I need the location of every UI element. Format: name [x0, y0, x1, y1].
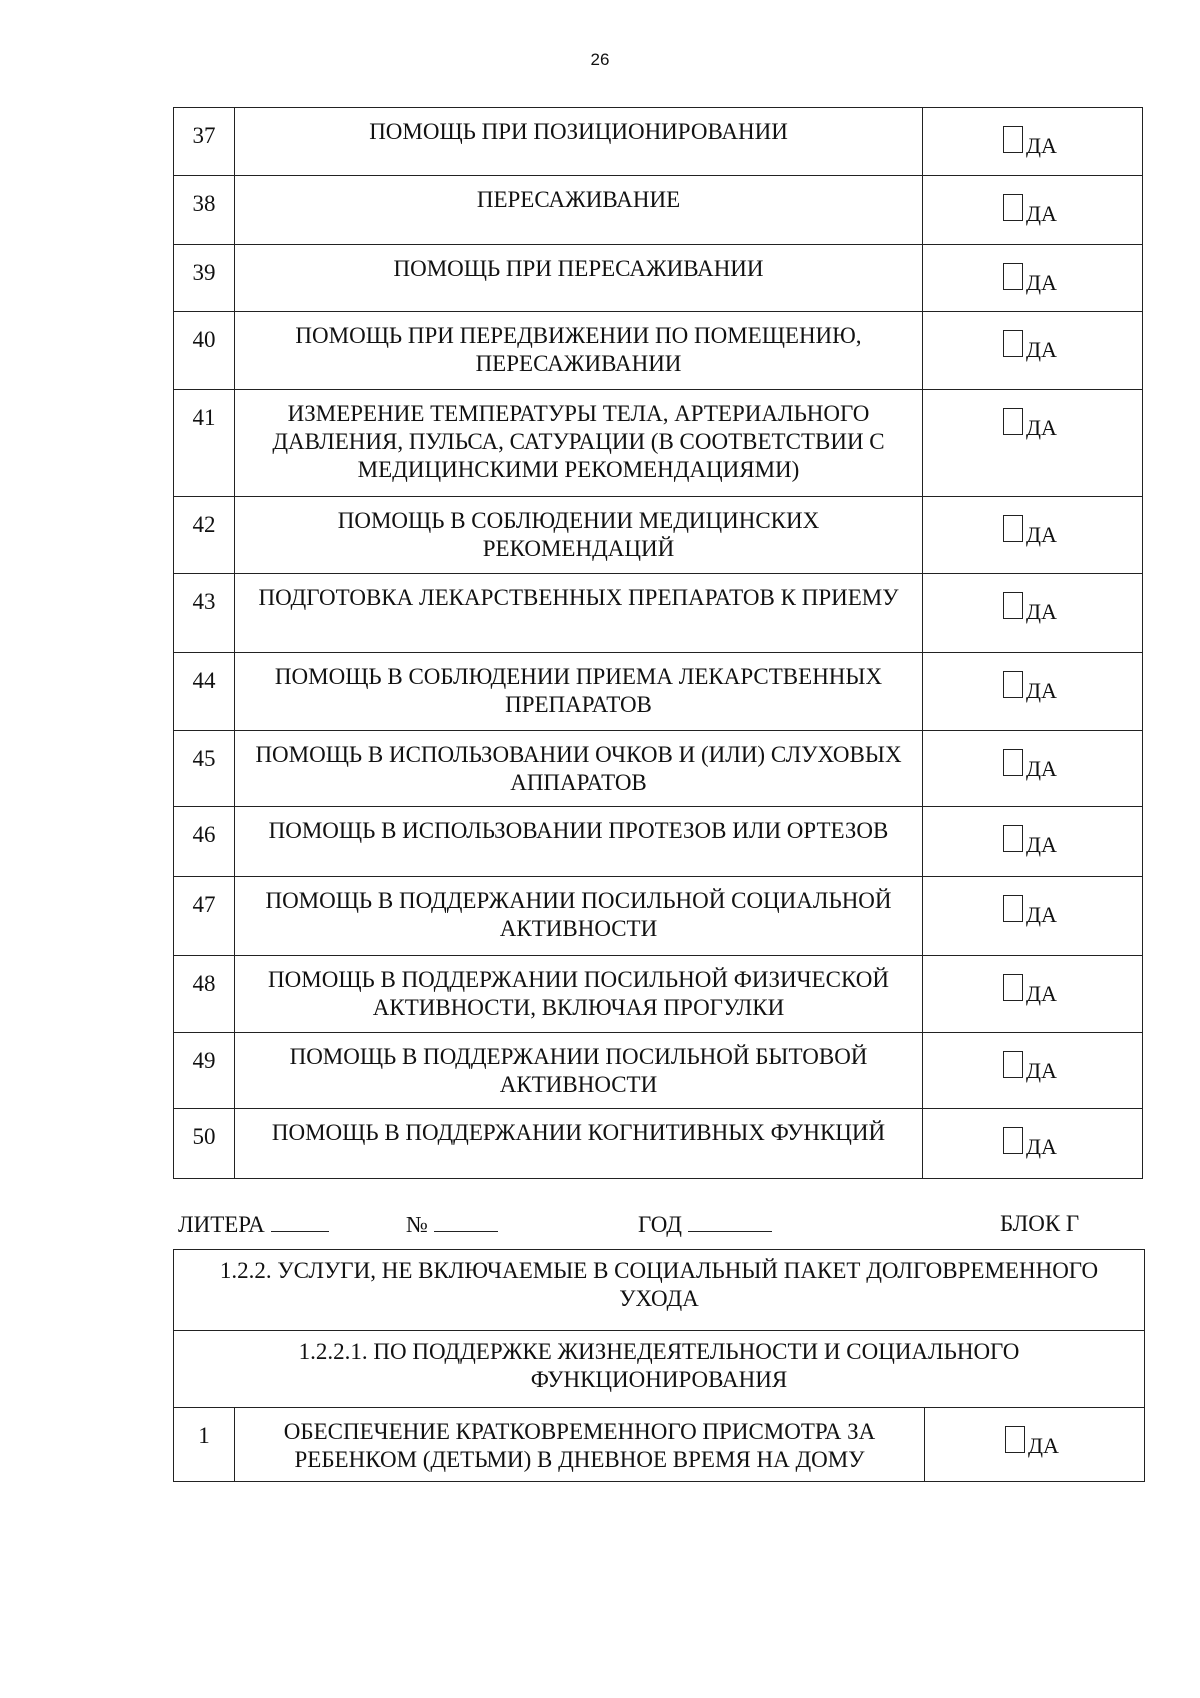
row-number: 1 [174, 1408, 235, 1482]
yes-option[interactable] [923, 176, 1143, 245]
year-group [638, 1211, 772, 1238]
service-name: ПОМОЩЬ В СОБЛЮДЕНИИ МЕДИЦИНСКИХ РЕКОМЕНДАЦИЙ [235, 497, 923, 574]
yes-option[interactable] [923, 807, 1143, 877]
table-row [174, 877, 1143, 956]
yes-label: ДА [1026, 201, 1057, 226]
service-name: ПОМОЩЬ В СОБЛЮДЕНИИ ПРИЕМА ЛЕКАРСТВЕННЫХ ПРЕПАРАТОВ [235, 653, 923, 731]
row-number: 39 [174, 245, 235, 312]
row-number: 43 [174, 574, 235, 653]
service-name: ПЕРЕСАЖИВАНИЕ [235, 176, 923, 245]
row-number: 50 [174, 1109, 235, 1179]
yes-label: ДА [1026, 902, 1057, 927]
section-title: 1.2.2. УСЛУГИ, НЕ ВКЛЮЧАЕМЫЕ В СОЦИАЛЬНЫЙ ПАКЕТ ДОЛГОВРЕМЕННОГО УХОДА [174, 1250, 1145, 1331]
checkbox[interactable] [1005, 1426, 1025, 1453]
year-label: ГОД [638, 1212, 682, 1237]
yes-option[interactable] [923, 653, 1143, 731]
service-name: ПОМОЩЬ ПРИ ПЕРЕДВИЖЕНИИ ПО ПОМЕЩЕНИЮ, ПЕРЕСАЖИВАНИИ [235, 312, 923, 390]
service-name: ОБЕСПЕЧЕНИЕ КРАТКОВРЕМЕННОГО ПРИСМОТРА ЗА РЕБЕНКОМ (ДЕТЬМИ) В ДНЕВНОЕ ВРЕМЯ НА ДОМУ [235, 1408, 925, 1482]
litera-label: ЛИТЕРА [178, 1212, 265, 1237]
yes-option[interactable] [925, 1408, 1145, 1482]
table-row [174, 574, 1143, 653]
yes-label: ДА [1026, 981, 1057, 1006]
yes-option[interactable] [923, 108, 1143, 176]
yes-label: ДА [1026, 1134, 1057, 1159]
yes-option[interactable] [923, 956, 1143, 1033]
checkbox[interactable] [1003, 825, 1023, 852]
row-number: 37 [174, 108, 235, 176]
number-label: № [406, 1212, 428, 1237]
checkbox[interactable] [1003, 592, 1023, 619]
checkbox[interactable] [1003, 263, 1023, 290]
row-number: 47 [174, 877, 235, 956]
checkbox[interactable] [1003, 1127, 1023, 1154]
checkbox[interactable] [1003, 330, 1023, 357]
yes-label: ДА [1026, 337, 1057, 362]
table-row [174, 1109, 1143, 1179]
checkbox[interactable] [1003, 126, 1023, 153]
table-row [174, 390, 1143, 497]
yes-option[interactable] [923, 574, 1143, 653]
yes-label: ДА [1026, 270, 1057, 295]
service-name: ПОМОЩЬ В ИСПОЛЬЗОВАНИИ ОЧКОВ И (ИЛИ) СЛУХОВЫХ АППАРАТОВ [235, 731, 923, 807]
service-name: ПОМОЩЬ ПРИ ПОЗИЦИОНИРОВАНИИ [235, 108, 923, 176]
table-row [174, 497, 1143, 574]
checkbox[interactable] [1003, 974, 1023, 1001]
service-name: ПОМОЩЬ В ПОДДЕРЖАНИИ КОГНИТИВНЫХ ФУНКЦИЙ [235, 1109, 923, 1179]
yes-option[interactable] [923, 877, 1143, 956]
service-name: ПОМОЩЬ В ПОДДЕРЖАНИИ ПОСИЛЬНОЙ БЫТОВОЙ АКТИВНОСТИ [235, 1033, 923, 1109]
service-name: ПОМОЩЬ ПРИ ПЕРЕСАЖИВАНИИ [235, 245, 923, 312]
yes-label: ДА [1026, 1058, 1057, 1083]
table-row [174, 108, 1143, 176]
yes-option[interactable] [923, 245, 1143, 312]
yes-option[interactable] [923, 731, 1143, 807]
service-name: ИЗМЕРЕНИЕ ТЕМПЕРАТУРЫ ТЕЛА, АРТЕРИАЛЬНОГО ДАВЛЕНИЯ, ПУЛЬСА, САТУРАЦИИ (В СООТВЕТСТВИИ С МЕДИЦИНСКИМИ РЕКОМЕНДАЦИЯМИ) [235, 390, 923, 497]
form-footer [178, 1211, 329, 1238]
row-number: 49 [174, 1033, 235, 1109]
yes-label: ДА [1026, 133, 1057, 158]
yes-option[interactable] [923, 312, 1143, 390]
page-number: 26 [590, 50, 610, 69]
table-row [174, 653, 1143, 731]
subsection-header-row [174, 1331, 1145, 1408]
row-number: 40 [174, 312, 235, 390]
row-number: 42 [174, 497, 235, 574]
number-group [406, 1211, 498, 1238]
table-row [174, 956, 1143, 1033]
row-number: 46 [174, 807, 235, 877]
row-number: 45 [174, 731, 235, 807]
yes-label: ДА [1026, 678, 1057, 703]
row-number: 41 [174, 390, 235, 497]
litera-field[interactable] [271, 1211, 329, 1232]
checkbox[interactable] [1003, 515, 1023, 542]
service-name: ПОМОЩЬ В ПОДДЕРЖАНИИ ПОСИЛЬНОЙ ФИЗИЧЕСКОЙ АКТИВНОСТИ, ВКЛЮЧАЯ ПРОГУЛКИ [235, 956, 923, 1033]
service-name: ПОМОЩЬ В ИСПОЛЬЗОВАНИИ ПРОТЕЗОВ ИЛИ ОРТЕЗОВ [235, 807, 923, 877]
yes-label: ДА [1026, 832, 1057, 857]
checkbox[interactable] [1003, 749, 1023, 776]
yes-option[interactable] [923, 390, 1143, 497]
service-name: ПОМОЩЬ В ПОДДЕРЖАНИИ ПОСИЛЬНОЙ СОЦИАЛЬНОЙ АКТИВНОСТИ [235, 877, 923, 956]
table-row [174, 176, 1143, 245]
row-number: 38 [174, 176, 235, 245]
yes-label: ДА [1028, 1433, 1059, 1458]
block-label: БЛОК Г [1000, 1211, 1080, 1236]
checkbox[interactable] [1003, 895, 1023, 922]
checkbox[interactable] [1003, 671, 1023, 698]
yes-option[interactable] [923, 497, 1143, 574]
subsection-title: 1.2.2.1. ПО ПОДДЕРЖКЕ ЖИЗНЕДЕЯТЕЛЬНОСТИ И СОЦИАЛЬНОГО ФУНКЦИОНИРОВАНИЯ [174, 1331, 1145, 1408]
section-header-row [174, 1250, 1145, 1331]
table-row [174, 245, 1143, 312]
number-field[interactable] [434, 1211, 498, 1232]
yes-label: ДА [1026, 599, 1057, 624]
checkbox[interactable] [1003, 408, 1023, 435]
year-field[interactable] [688, 1211, 772, 1232]
row-number: 48 [174, 956, 235, 1033]
yes-label: ДА [1026, 415, 1057, 440]
yes-label: ДА [1026, 522, 1057, 547]
yes-label: ДА [1026, 756, 1057, 781]
block-table [173, 1249, 1145, 1482]
table-row [174, 731, 1143, 807]
table-row [174, 807, 1143, 877]
yes-option[interactable] [923, 1033, 1143, 1109]
services-table [173, 107, 1143, 1179]
table-row [174, 1033, 1143, 1109]
table-row [174, 312, 1143, 390]
checkbox[interactable] [1003, 194, 1023, 221]
checkbox[interactable] [1003, 1051, 1023, 1078]
service-name: ПОДГОТОВКА ЛЕКАРСТВЕННЫХ ПРЕПАРАТОВ К ПРИЕМУ [235, 574, 923, 653]
table-row [174, 1408, 1145, 1482]
row-number: 44 [174, 653, 235, 731]
yes-option[interactable] [923, 1109, 1143, 1179]
